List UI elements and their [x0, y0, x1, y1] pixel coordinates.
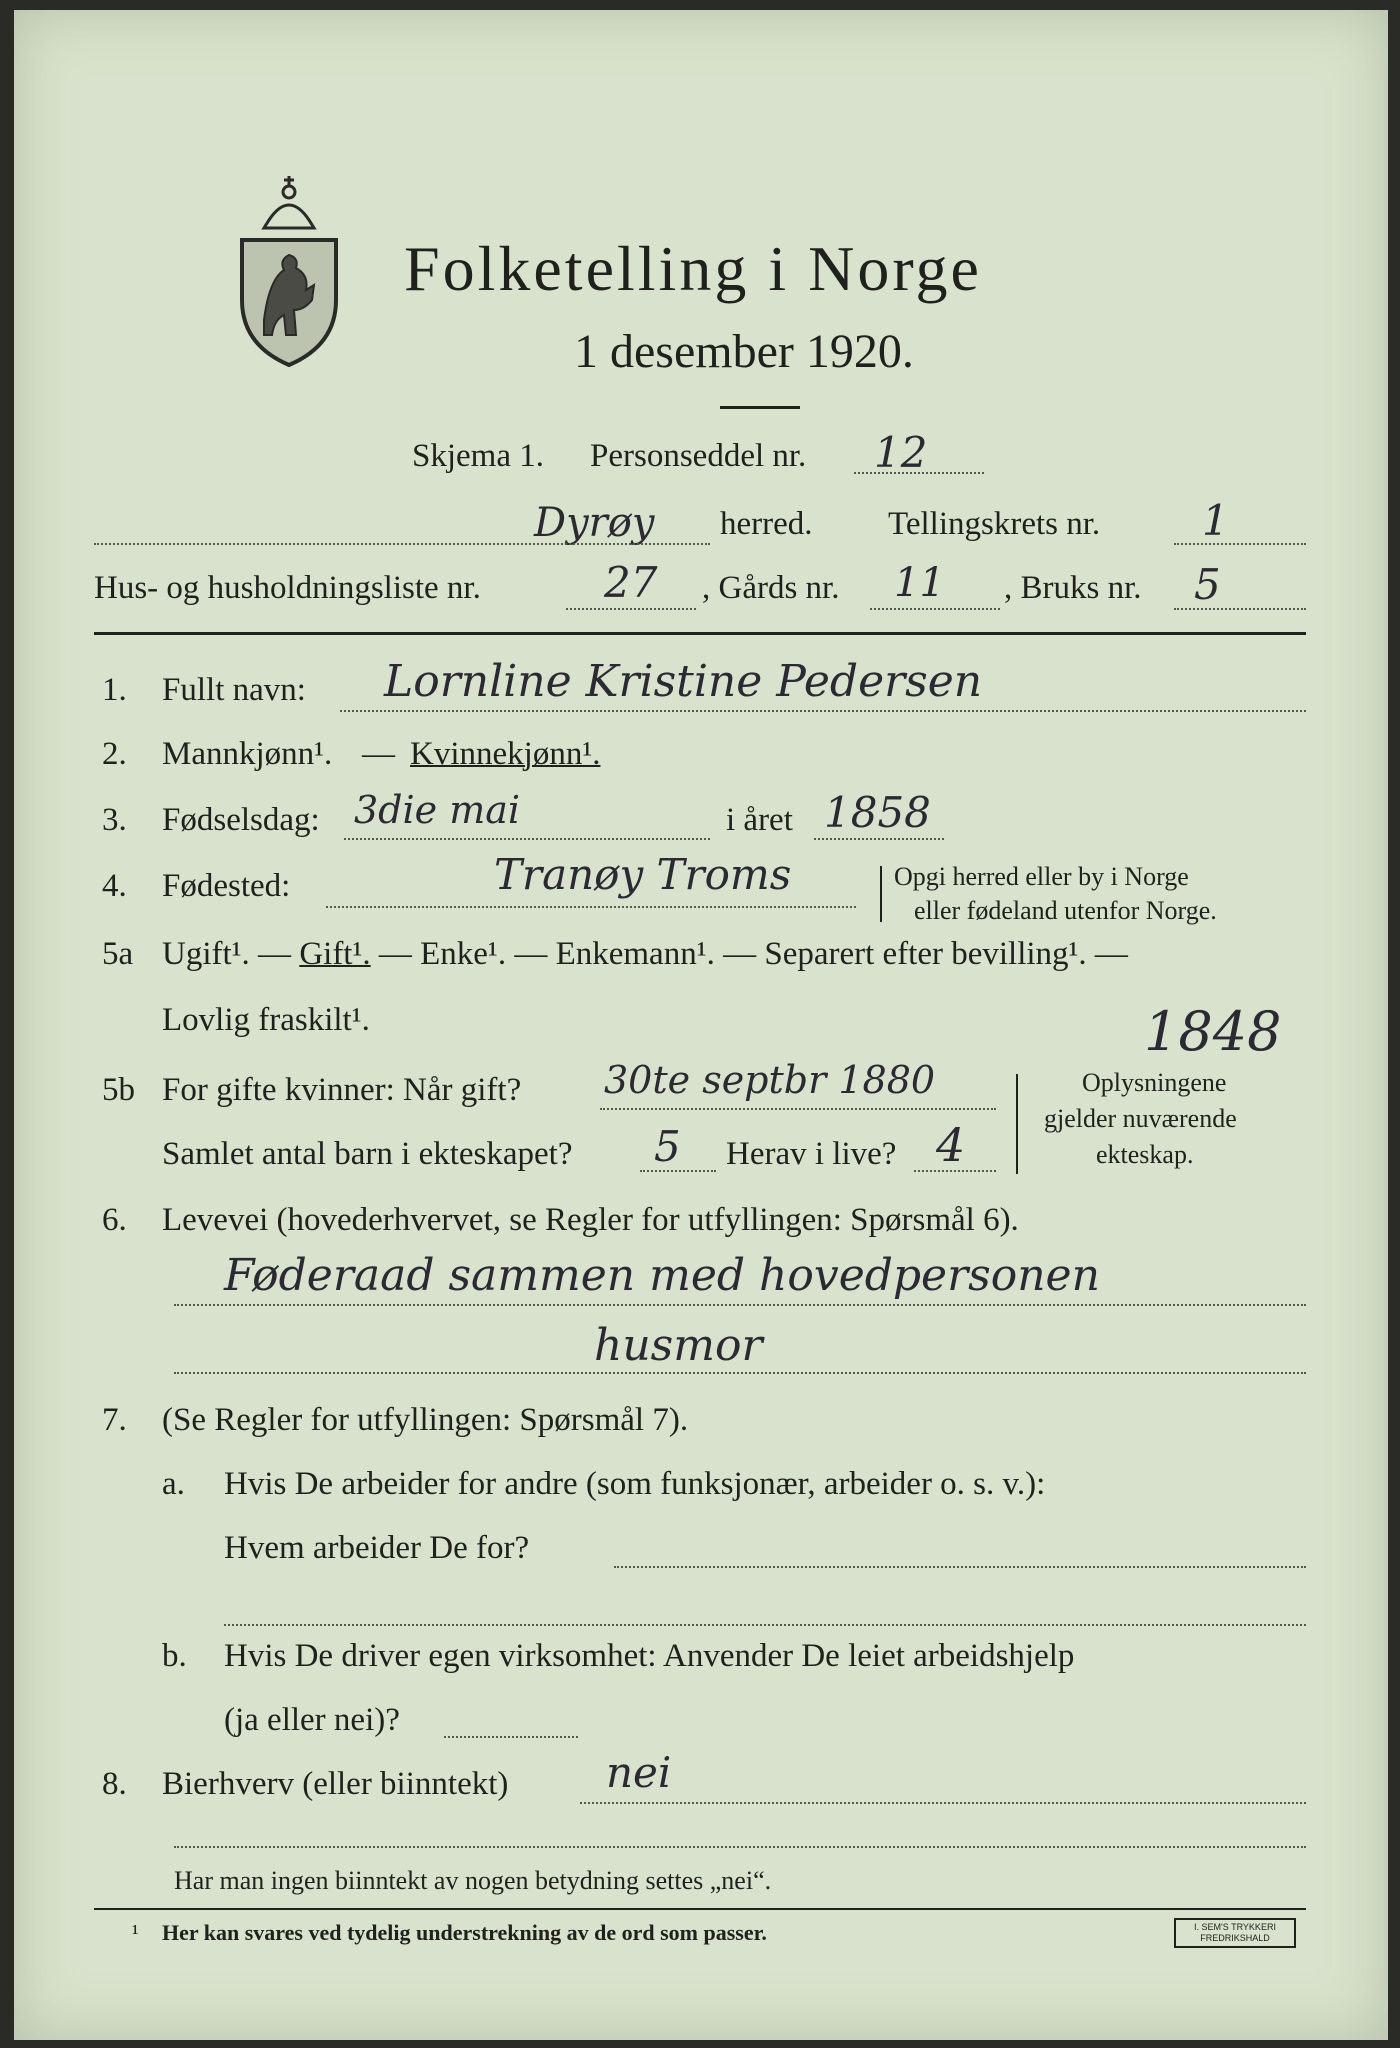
q7b-letter: b.	[162, 1638, 187, 1674]
header-rule	[94, 632, 1306, 635]
q7a-line-1: Hvis De arbeider for andre (som funksjonær, arbeider o. s. v.):	[224, 1466, 1046, 1502]
marital-status-line	[162, 936, 1128, 973]
birthplace-line	[326, 906, 856, 908]
q4-number: 4.	[102, 868, 127, 904]
side-income-line	[580, 1802, 1306, 1804]
q1-label: Fullt navn:	[162, 672, 306, 708]
children-value: 5	[654, 1122, 681, 1171]
marriage-note-3: ekteskap.	[1096, 1140, 1194, 1169]
children-line	[640, 1170, 716, 1172]
footnote-mark: ¹	[132, 1920, 139, 1945]
birthday-line	[344, 838, 710, 840]
marriage-note-1: Oplysningene	[1082, 1068, 1227, 1097]
footer-rule	[94, 1908, 1306, 1910]
occupation-line-2	[174, 1372, 1306, 1374]
married-option: Gift¹.	[299, 936, 371, 972]
q6-label: Levevei (hovederhvervet, se Regler for utfyllingen: Spørsmål 6).	[162, 1202, 1019, 1238]
occupation-value-1: Føderaad sammen med hovedpersonen	[224, 1250, 1100, 1301]
divorced-option: Lovlig fraskilt¹.	[162, 1002, 370, 1038]
q7-number: 7.	[102, 1402, 127, 1438]
married-when-value: 30te septbr 1880	[604, 1058, 936, 1102]
side-income-note: Har man ingen biinntekt av nogen betydning settes „nei“.	[174, 1866, 772, 1895]
alive-line	[914, 1170, 996, 1172]
q5b-number: 5b	[102, 1072, 135, 1108]
side-income-value: nei	[606, 1748, 672, 1797]
q7a-line-2: Hvem arbeider De for?	[224, 1530, 530, 1566]
q7a-letter: a.	[162, 1466, 185, 1502]
q1-number: 1.	[102, 672, 127, 708]
marriage-note-brace	[1016, 1074, 1018, 1174]
birth-year-line	[814, 838, 944, 840]
hired-help-line	[444, 1736, 578, 1738]
birthplace-value: Tranøy Troms	[494, 850, 792, 899]
form-title: Folketelling i Norge	[404, 233, 982, 304]
herred-line	[94, 543, 710, 545]
herred-label: herred.	[720, 506, 813, 542]
year-label: i året	[726, 802, 793, 838]
bruks-value: 5	[1194, 560, 1221, 609]
printer-stamp	[1174, 1918, 1296, 1948]
q4-label: Fødested:	[162, 868, 291, 904]
personseddel-value: 12	[874, 428, 928, 477]
q2-number: 2.	[102, 736, 127, 772]
herred-value: Dyrøy	[534, 500, 655, 546]
tellingskrets-line	[1174, 543, 1306, 545]
alive-value: 4	[936, 1118, 966, 1172]
children-label: Samlet antal barn i ekteskapet?	[162, 1136, 573, 1172]
q7b-line-1: Hvis De driver egen virksomhet: Anvender De leiet arbeidshjelp	[224, 1638, 1075, 1674]
bruks-line	[1174, 608, 1306, 610]
tellingskrets-label: Tellingskrets nr.	[888, 506, 1101, 542]
gards-value: 11	[894, 560, 945, 606]
birthplace-note-1: Opgi herred eller by i Norge	[894, 862, 1189, 891]
printer-stamp-line-2: FREDRIKSHALD	[1200, 1933, 1270, 1943]
q2-separator: —	[362, 736, 395, 772]
marriage-note-2: gjelder nuværende	[1044, 1104, 1237, 1133]
male-option: Mannkjønn¹.	[162, 736, 333, 772]
husliste-line	[566, 608, 696, 610]
q7-label: (Se Regler for utfyllingen: Spørsmål 7).	[162, 1402, 689, 1438]
husliste-label: Hus- og husholdningsliste nr.	[94, 570, 481, 606]
employer-line-1	[614, 1566, 1306, 1568]
q8-number: 8.	[102, 1766, 127, 1802]
footnote-text: Her kan svares ved tydelig understrekning av de ord som passer.	[162, 1920, 767, 1945]
personseddel-line	[854, 472, 984, 474]
unmarried-option: Ugift¹. —	[162, 936, 300, 972]
census-form	[14, 10, 1388, 2040]
census-date: 1 desember 1920.	[574, 325, 914, 378]
female-option: Kvinnekjønn¹.	[410, 736, 601, 772]
birthplace-note-2: eller fødeland utenfor Norge.	[914, 896, 1217, 925]
other-status-options: — Enke¹. — Enkemann¹. — Separert efter bevilling¹. —	[370, 936, 1128, 972]
personseddel-label: Personseddel nr.	[590, 438, 807, 474]
occupation-line-1	[174, 1304, 1306, 1306]
birthday-value: 3die mai	[354, 788, 521, 832]
q3-number: 3.	[102, 802, 127, 838]
employer-line-2	[224, 1624, 1306, 1626]
title-divider	[720, 406, 800, 409]
skjema-label: Skjema 1.	[412, 438, 544, 474]
printer-stamp-line-1: I. SEM'S TRYKKERI	[1194, 1922, 1276, 1932]
birth-year-value: 1858	[824, 788, 931, 837]
gards-label: , Gårds nr.	[702, 570, 840, 606]
q7b-line-2: (ja eller nei)?	[224, 1702, 400, 1738]
coat-of-arms-icon	[234, 170, 344, 375]
q5a-number: 5a	[102, 936, 134, 972]
full-name-line	[340, 710, 1306, 712]
birthplace-note-brace	[880, 866, 882, 922]
bruks-label: , Bruks nr.	[1004, 570, 1142, 606]
occupation-value-2: husmor	[594, 1320, 763, 1371]
margin-year-note: 1848	[1144, 1000, 1282, 1063]
gards-line	[870, 608, 1000, 610]
q3-label: Fødselsdag:	[162, 802, 320, 838]
married-when-label: For gifte kvinner: Når gift?	[162, 1072, 522, 1108]
husliste-value: 27	[604, 558, 658, 607]
full-name-value: Lornline Kristine Pedersen	[384, 656, 983, 707]
q8-label: Bierhverv (eller biinntekt)	[162, 1766, 509, 1802]
alive-label: Herav i live?	[726, 1136, 897, 1172]
married-when-line	[600, 1108, 996, 1110]
tellingskrets-value: 1	[1202, 496, 1229, 545]
side-income-line-2	[174, 1846, 1306, 1848]
q6-number: 6.	[102, 1202, 127, 1238]
